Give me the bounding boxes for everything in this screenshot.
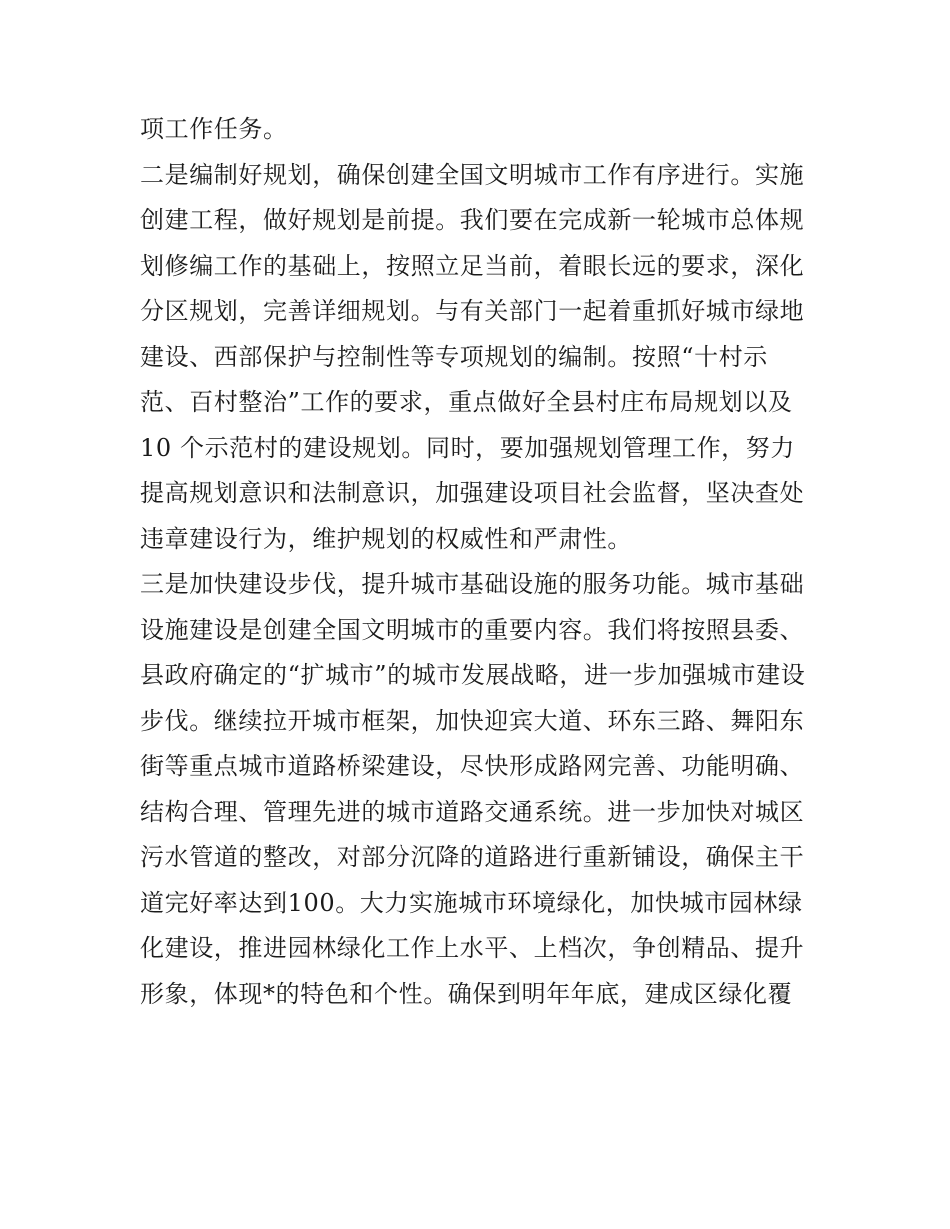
text-line: 化建设，推进园林绿化工作上水平、上档次，争创精品、提升 <box>140 934 805 962</box>
body-text <box>140 107 830 1017</box>
text-line: 创建工程，做好规划是前提。我们要在完成新一轮城市总体规 <box>140 206 805 234</box>
text-line: 结构合理、管理先进的城市道路交通系统。进一步加快对城区 <box>140 797 805 826</box>
text-line: 范、百村整治”工作的要求，重点做好全县村庄布局规划以及 <box>140 388 793 416</box>
text-line: 设施建设是创建全国文明城市的重要内容。我们将按照县委、 <box>140 615 805 644</box>
text-line: 县政府确定的“扩城市”的城市发展战略，进一步加强城市建设 <box>140 661 806 689</box>
text-line: 分区规划，完善详细规划。与有关部门一起着重抓好城市绿地 <box>140 297 805 325</box>
text-line: 10 个示范村的建设规划。同时，要加强规划管理工作，努力 <box>140 433 795 462</box>
text-line: 街等重点城市道路桥梁建设，尽快形成路网完善、功能明确、 <box>140 752 805 780</box>
text-line: 道完好率达到100。大力实施城市环境绿化，加快城市园林绿 <box>140 888 803 917</box>
text-line: 三是加快建设步伐，提升城市基础设施的服务功能。城市基础 <box>140 570 805 598</box>
text-line: 污水管道的整改，对部分沉降的道路进行重新铺设，确保主干 <box>140 843 805 871</box>
text-line: 二是编制好规划，确保创建全国文明城市工作有序进行。实施 <box>140 160 805 189</box>
text-line: 提高规划意识和法制意识，加强建设项目社会监督，坚决查处 <box>140 479 805 507</box>
text-line: 建设、西部保护与控制性等专项规划的编制。按照“十村示 <box>140 342 768 371</box>
text-line: 项工作任务。 <box>140 115 288 143</box>
text-line: 形象，体现*的特色和个性。确保到明年年底，建成区绿化覆 <box>140 979 793 1008</box>
text-line: 步伐。继续拉开城市框架，加快迎宾大道、环东三路、舞阳东 <box>140 706 805 735</box>
text-line: 违章建设行为，维护规划的权威性和严肃性。 <box>140 524 632 553</box>
text-line: 划修编工作的基础上，按照立足当前，着眼长远的要求，深化 <box>140 251 805 280</box>
